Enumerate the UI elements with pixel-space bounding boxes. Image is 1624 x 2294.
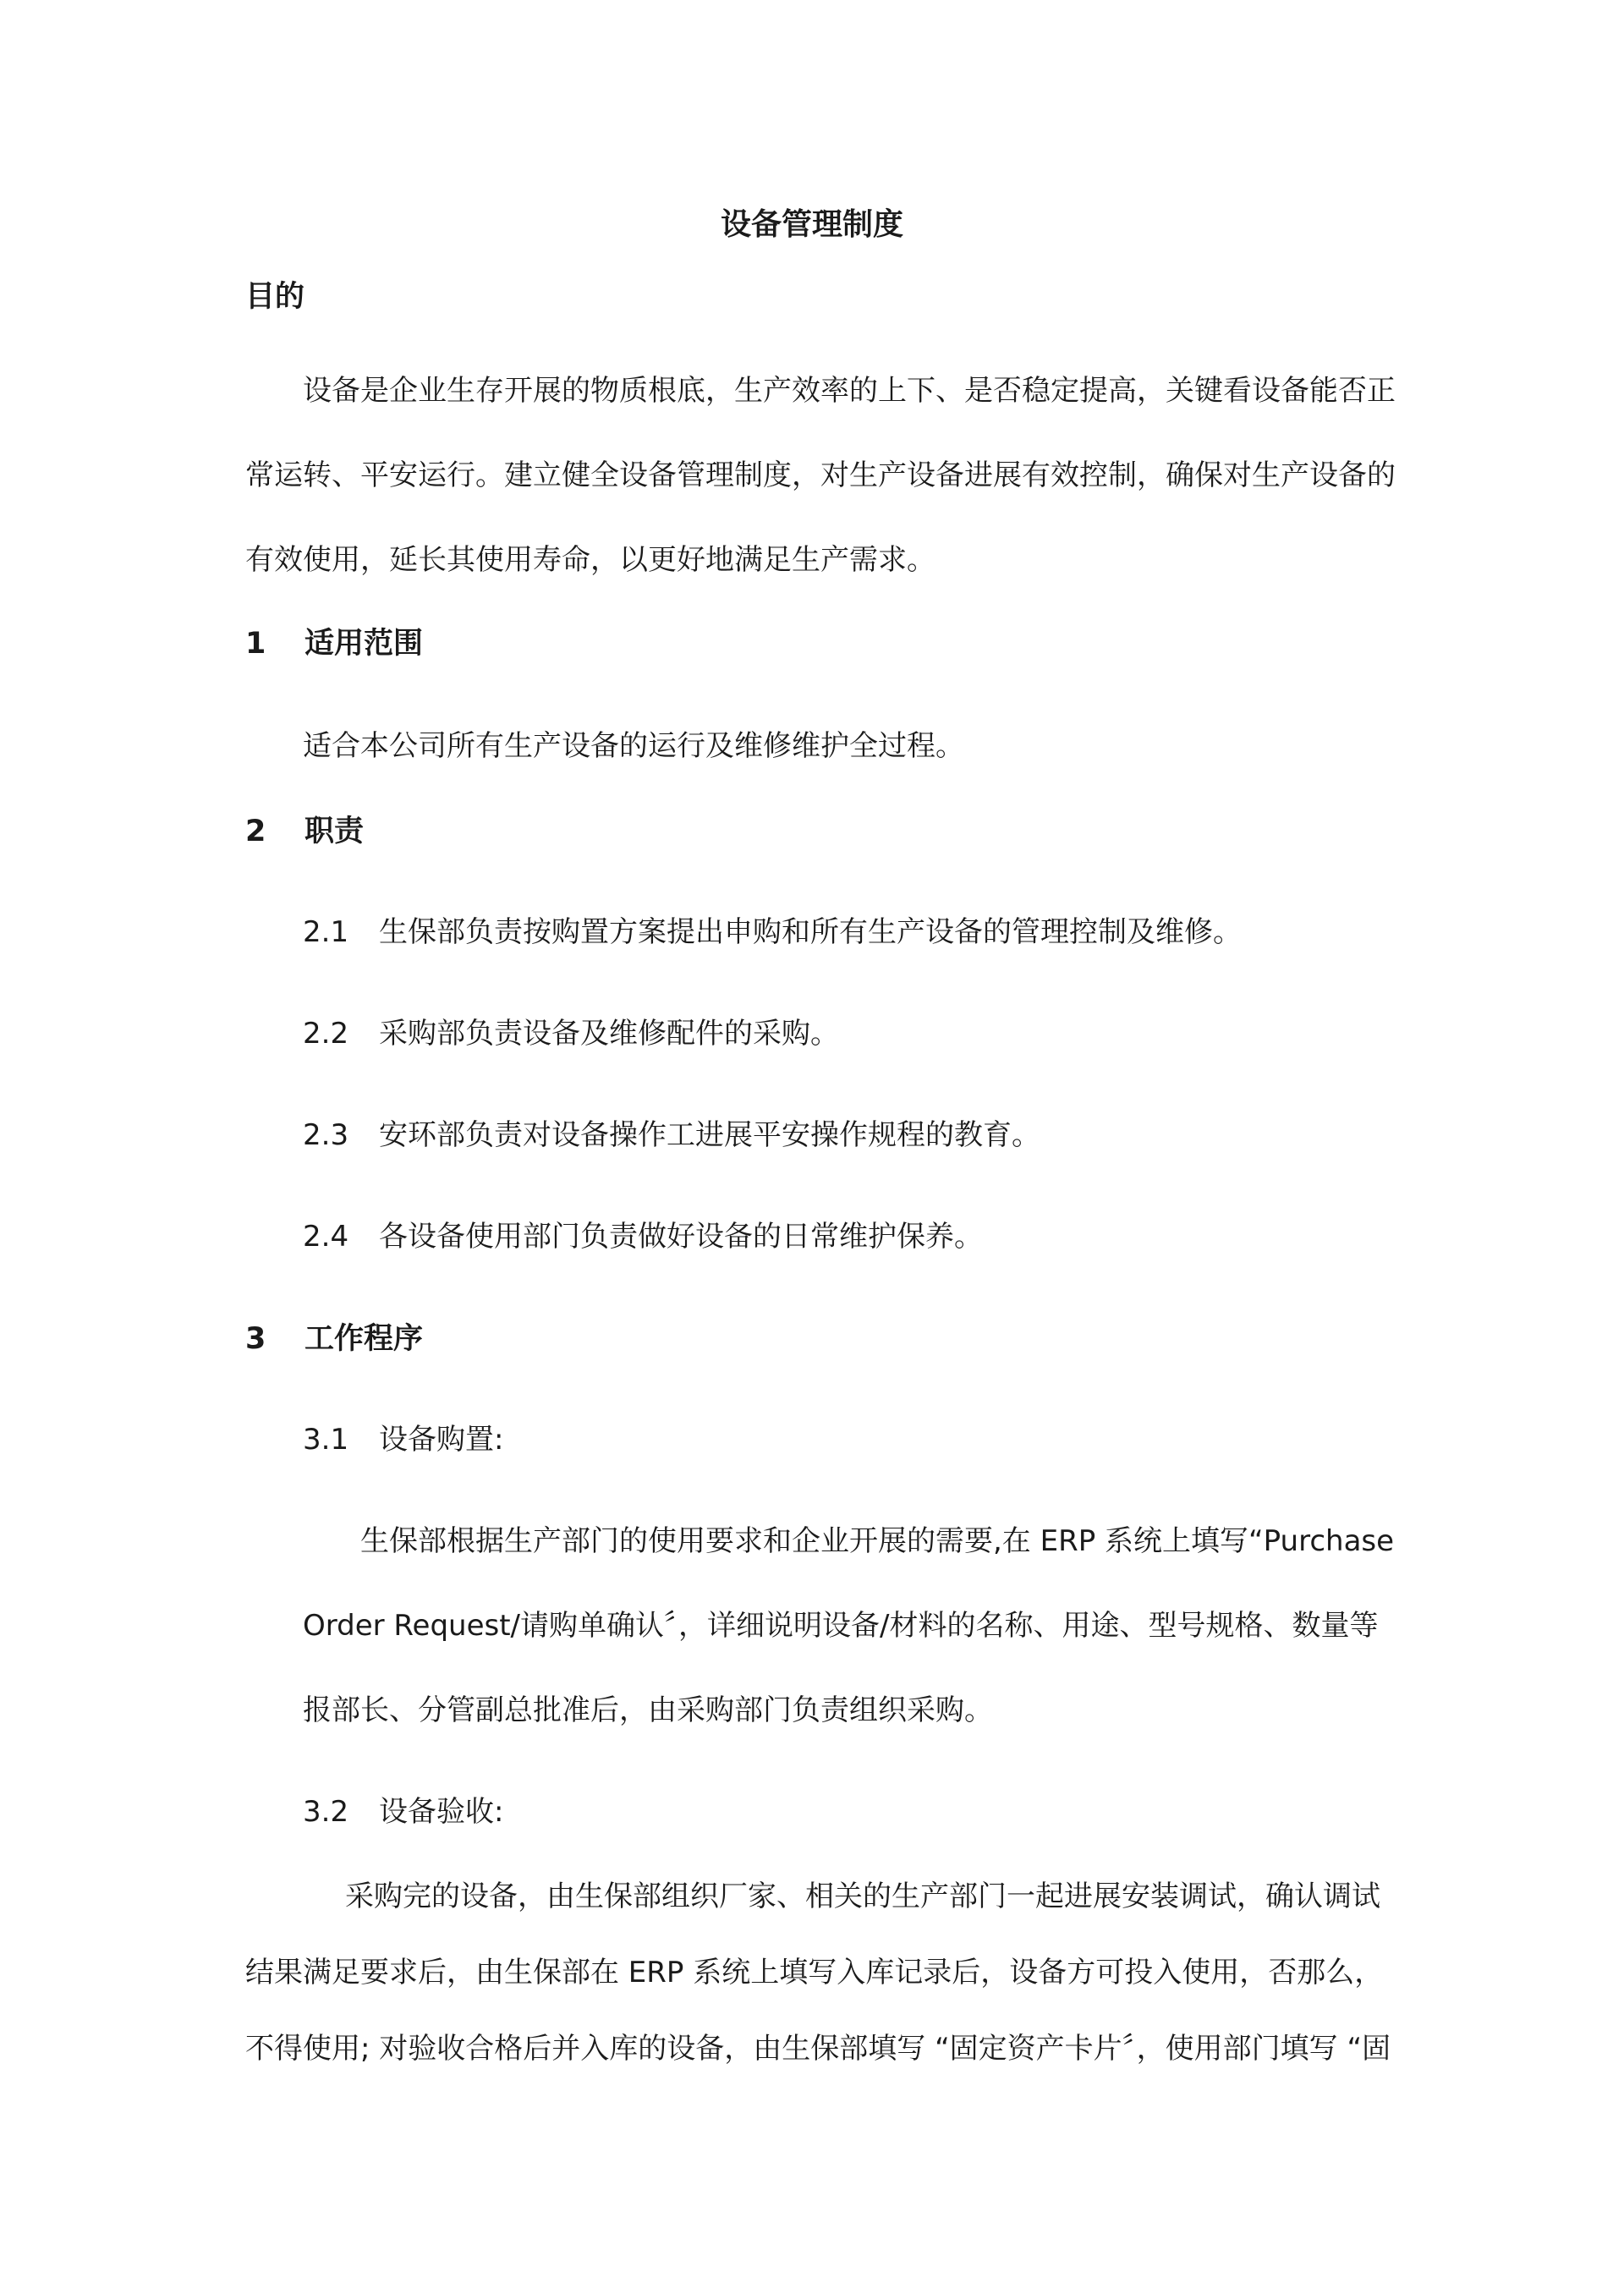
item-2-4 bbox=[303, 1220, 1402, 1254]
purpose-line-2: 常运转、平安运行。建立健全设备管理制度，对生产设备进展有效控制，确保对生产设备的 bbox=[245, 458, 1396, 492]
item-2-1-text: 生保部负责按购置方案提出申购和所有生产设备的管理控制及维修。 bbox=[379, 915, 1242, 949]
section-1-heading bbox=[245, 626, 584, 661]
section-1-title: 适用范围 bbox=[304, 627, 424, 661]
subsection-3-1-heading bbox=[303, 1423, 810, 1457]
purpose-line-1: 设备是企业生存开展的物质根底，生产效率的上下、是否稳定提高，关键看设备能否正 bbox=[303, 374, 1396, 408]
subsection-3-2-title: 设备验收: bbox=[379, 1795, 504, 1829]
subsection-3-2-heading bbox=[303, 1795, 810, 1829]
item-2-3-number: 2.3 bbox=[303, 1118, 349, 1152]
subsection-3-2-line-3: 不得使用; 对验收合格后并入库的设备，由生保部填写 “固定资产卡片〞，使用部门填写 “固 bbox=[245, 2032, 1391, 2066]
item-2-2 bbox=[303, 1017, 1402, 1051]
subsection-3-1-line-2: Order Request/请购单确认〞，详细说明设备/材料的名称、用途、型号规格、数量等 bbox=[303, 1609, 1379, 1643]
section-3-title: 工作程序 bbox=[304, 1322, 424, 1356]
subsection-3-2-line-1: 采购完的设备，由生保部组织厂家、相关的生产部门一起进展安装调试，确认调试 bbox=[345, 1880, 1380, 1913]
section-2-number: 2 bbox=[245, 815, 266, 848]
item-2-3 bbox=[303, 1118, 1402, 1152]
subsection-3-1-line-3: 报部长、分管副总批准后，由采购部门负责组织采购。 bbox=[303, 1693, 993, 1727]
section-3-number: 3 bbox=[245, 1322, 266, 1356]
section-2-title: 职责 bbox=[304, 815, 365, 848]
purpose-line-3: 有效使用，延长其使用寿命，以更好地满足生产需求。 bbox=[245, 543, 935, 577]
item-2-4-text: 各设备使用部门负责做好设备的日常维护保养。 bbox=[379, 1220, 983, 1254]
subsection-3-1-title: 设备购置: bbox=[379, 1423, 504, 1457]
subsection-3-2-line-2: 结果满足要求后，由生保部在 ERP 系统上填写入库记录后，设备方可投入使用，否那么， bbox=[245, 1956, 1384, 1989]
subsection-3-1-number: 3.1 bbox=[303, 1423, 349, 1457]
section-1-body: 适合本公司所有生产设备的运行及维修维护全过程。 bbox=[303, 729, 964, 763]
subsection-3-1-line-1: 生保部根据生产部门的使用要求和企业开展的需要,在 ERP 系统上填写“Purchase bbox=[360, 1524, 1395, 1558]
section-2-heading bbox=[245, 814, 584, 849]
section-3-heading bbox=[245, 1321, 584, 1357]
item-2-1 bbox=[303, 915, 1402, 949]
purpose-heading bbox=[245, 279, 304, 315]
item-2-2-number: 2.2 bbox=[303, 1017, 349, 1051]
item-2-3-text: 安环部负责对设备操作工进展平安操作规程的教育。 bbox=[379, 1118, 1040, 1152]
item-2-2-text: 采购部负责设备及维修配件的采购。 bbox=[379, 1017, 839, 1051]
section-1-number: 1 bbox=[245, 627, 266, 661]
document-title: 设备管理制度 bbox=[720, 207, 903, 242]
subsection-3-2-number: 3.2 bbox=[303, 1795, 349, 1829]
purpose-heading-text: 目的 bbox=[245, 280, 305, 314]
item-2-1-number: 2.1 bbox=[303, 915, 349, 949]
item-2-4-number: 2.4 bbox=[303, 1220, 349, 1254]
